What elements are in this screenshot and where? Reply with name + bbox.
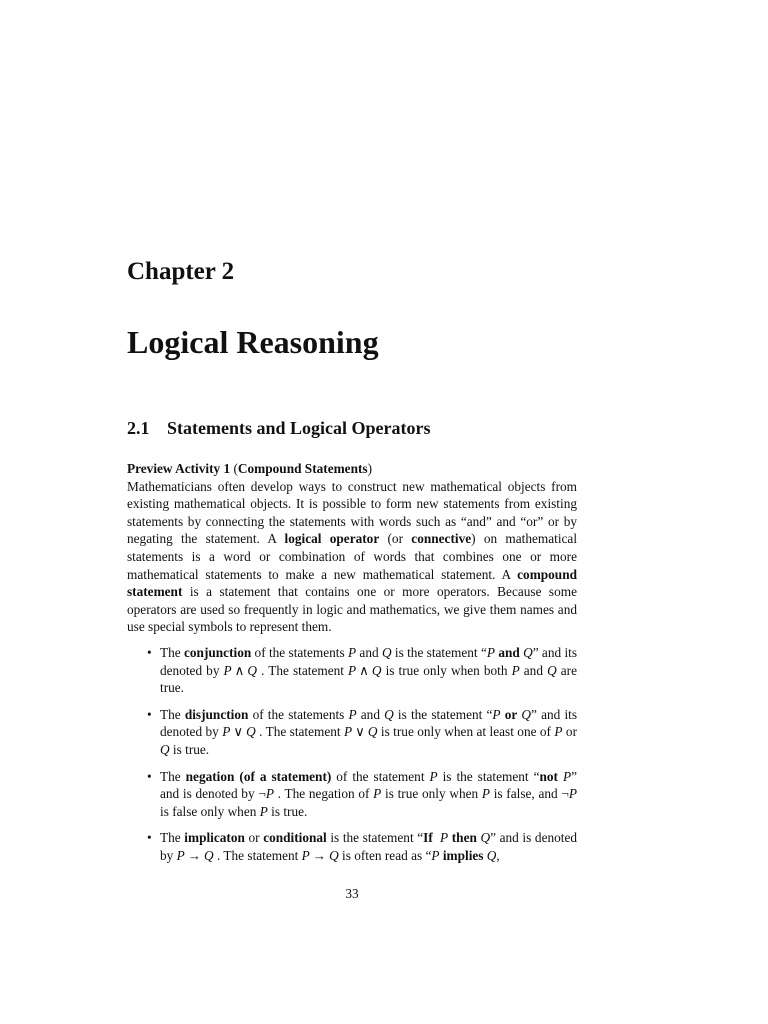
list-item-conjunction bbox=[127, 644, 577, 697]
var-p: P bbox=[222, 724, 231, 740]
preview-activity-label: Preview Activity 1 bbox=[127, 461, 231, 476]
intro-text-2: (or bbox=[379, 531, 412, 547]
var-p: P bbox=[440, 830, 449, 846]
var-q: Q bbox=[381, 644, 392, 660]
var-p: P bbox=[554, 724, 563, 740]
and-symbol: ∧ bbox=[234, 662, 245, 678]
var-q: Q bbox=[247, 662, 258, 678]
list-item-disjunction bbox=[127, 706, 577, 759]
var-p: P bbox=[431, 847, 440, 863]
var-p: P bbox=[344, 724, 353, 740]
var-p: P bbox=[486, 644, 495, 660]
text: and bbox=[356, 644, 382, 660]
text: of the statement bbox=[331, 768, 430, 784]
var-q: Q bbox=[480, 830, 491, 846]
not-symbol: ¬ bbox=[258, 786, 266, 802]
or-symbol: ∨ bbox=[233, 724, 244, 740]
operator-list bbox=[127, 644, 577, 865]
list-item-negation bbox=[127, 768, 577, 821]
chapter-label: Chapter 2 bbox=[127, 258, 235, 285]
intro-paragraph bbox=[127, 478, 577, 636]
text: is true only when at least one of bbox=[377, 724, 555, 740]
text: and bbox=[356, 706, 385, 722]
bullet-icon: • bbox=[147, 830, 152, 846]
term-disjunction: disjunction bbox=[184, 706, 249, 722]
bullet-icon: • bbox=[147, 644, 152, 660]
term-connective: connective bbox=[411, 531, 472, 547]
paren-open: ( bbox=[230, 461, 238, 476]
text: is true. bbox=[169, 741, 210, 757]
var-q: Q bbox=[246, 724, 256, 740]
text: of the statements bbox=[248, 706, 349, 722]
var-q: Q bbox=[367, 724, 378, 740]
keyword-if: If bbox=[423, 830, 433, 846]
var-q: Q bbox=[371, 662, 382, 678]
preview-heading bbox=[127, 460, 577, 478]
text: are true. bbox=[160, 662, 577, 696]
keyword-not: not bbox=[539, 768, 558, 784]
text: The bbox=[160, 644, 184, 660]
paren-close: ) bbox=[367, 461, 373, 476]
var-q: Q bbox=[329, 847, 339, 863]
intro-text-4: is a statement that contains one or more operators. Because some operators are used so frequently in logic and mathematics, we give them names and use special symbols to represent them. bbox=[127, 584, 577, 635]
text: ” and is denoted by bbox=[160, 768, 577, 802]
text: is false only when bbox=[160, 803, 260, 819]
text: is the statement “ bbox=[437, 768, 540, 784]
var-q: Q bbox=[547, 662, 557, 678]
var-q: Q bbox=[204, 847, 214, 863]
section-number: 2.1 bbox=[127, 418, 150, 438]
var-p: P bbox=[176, 847, 185, 863]
text: is the statement “ bbox=[326, 830, 424, 846]
var-p: P bbox=[347, 644, 357, 660]
list-item-implication bbox=[127, 829, 577, 864]
var-q: Q bbox=[523, 644, 533, 660]
text: is often read as “ bbox=[338, 847, 432, 863]
text: is false, and bbox=[490, 786, 562, 802]
keyword-implies: implies bbox=[442, 847, 484, 863]
text: , bbox=[496, 847, 500, 863]
text: or bbox=[244, 830, 264, 846]
body-text bbox=[127, 460, 577, 873]
arrow-symbol: → bbox=[187, 847, 202, 863]
var-q: Q bbox=[521, 706, 532, 722]
keyword-or: or bbox=[504, 706, 518, 722]
var-p: P bbox=[301, 847, 310, 863]
text: ” and its denoted by bbox=[160, 706, 578, 740]
preview-activity-name: Compound Statements bbox=[237, 461, 368, 476]
text: The bbox=[160, 768, 186, 784]
text: or bbox=[562, 724, 577, 740]
page-number: 33 bbox=[345, 886, 359, 901]
text: ” and its denoted by bbox=[160, 644, 578, 678]
text: The bbox=[160, 830, 185, 846]
text: . The statement bbox=[216, 847, 302, 863]
term-logical-operator: logical operator bbox=[284, 531, 380, 547]
text: of the statements bbox=[251, 644, 348, 660]
text: is true only when both bbox=[381, 662, 512, 678]
keyword-and: and bbox=[498, 644, 520, 660]
term-conditional: conditional bbox=[263, 830, 327, 846]
text: is the statement “ bbox=[391, 644, 487, 660]
var-q: Q bbox=[384, 706, 394, 722]
var-p: P bbox=[562, 768, 572, 784]
text: . The negation of bbox=[277, 786, 374, 802]
arrow-symbol: → bbox=[312, 847, 327, 863]
text: The bbox=[160, 706, 185, 722]
var-q: Q bbox=[160, 741, 170, 757]
text: . The statement bbox=[259, 724, 345, 740]
var-p: P bbox=[223, 662, 232, 678]
var-p: P bbox=[348, 706, 357, 722]
var-p: P bbox=[511, 662, 520, 678]
text: and bbox=[519, 662, 548, 678]
term-compound-statement: compound statement bbox=[127, 566, 577, 600]
and-symbol: ∧ bbox=[359, 662, 369, 678]
var-q: Q bbox=[486, 847, 497, 863]
var-p: P bbox=[265, 786, 274, 802]
intro-text-3: ) on mathematical statements is a word or combination of words that combines one or more mathematical statements to make a new mathematical statement. A bbox=[127, 531, 578, 582]
or-symbol: ∨ bbox=[355, 724, 365, 740]
text: . The statement bbox=[261, 662, 349, 678]
not-symbol: ¬ bbox=[561, 786, 569, 802]
var-p: P bbox=[568, 786, 577, 802]
section-heading bbox=[127, 418, 430, 439]
term-implication: implicaton bbox=[184, 830, 245, 846]
text: is true only when bbox=[381, 786, 482, 802]
section-title: Statements and Logical Operators bbox=[167, 418, 431, 438]
var-p: P bbox=[481, 786, 490, 802]
var-p: P bbox=[259, 803, 268, 819]
text: ” and is denoted by bbox=[160, 830, 578, 863]
var-p: P bbox=[429, 768, 438, 784]
term-conjunction: conjunction bbox=[184, 644, 252, 660]
bullet-icon: • bbox=[147, 768, 152, 784]
text: is true. bbox=[267, 803, 308, 819]
var-p: P bbox=[492, 706, 501, 722]
term-negation: negation (of a statement) bbox=[185, 768, 332, 784]
var-p: P bbox=[348, 662, 357, 678]
keyword-then: then bbox=[451, 830, 477, 846]
intro-text-1: Mathematicians often develop ways to construct new mathematical objects from existing mathematical objects. It is possible to form new statements from existing statements by connecting the statements with words such as “and” and “or” or by negating the statement. A bbox=[127, 478, 577, 547]
var-p: P bbox=[373, 786, 382, 802]
chapter-title: Logical Reasoning bbox=[127, 324, 379, 360]
bullet-icon: • bbox=[147, 706, 152, 722]
text: is the statement “ bbox=[393, 706, 493, 722]
